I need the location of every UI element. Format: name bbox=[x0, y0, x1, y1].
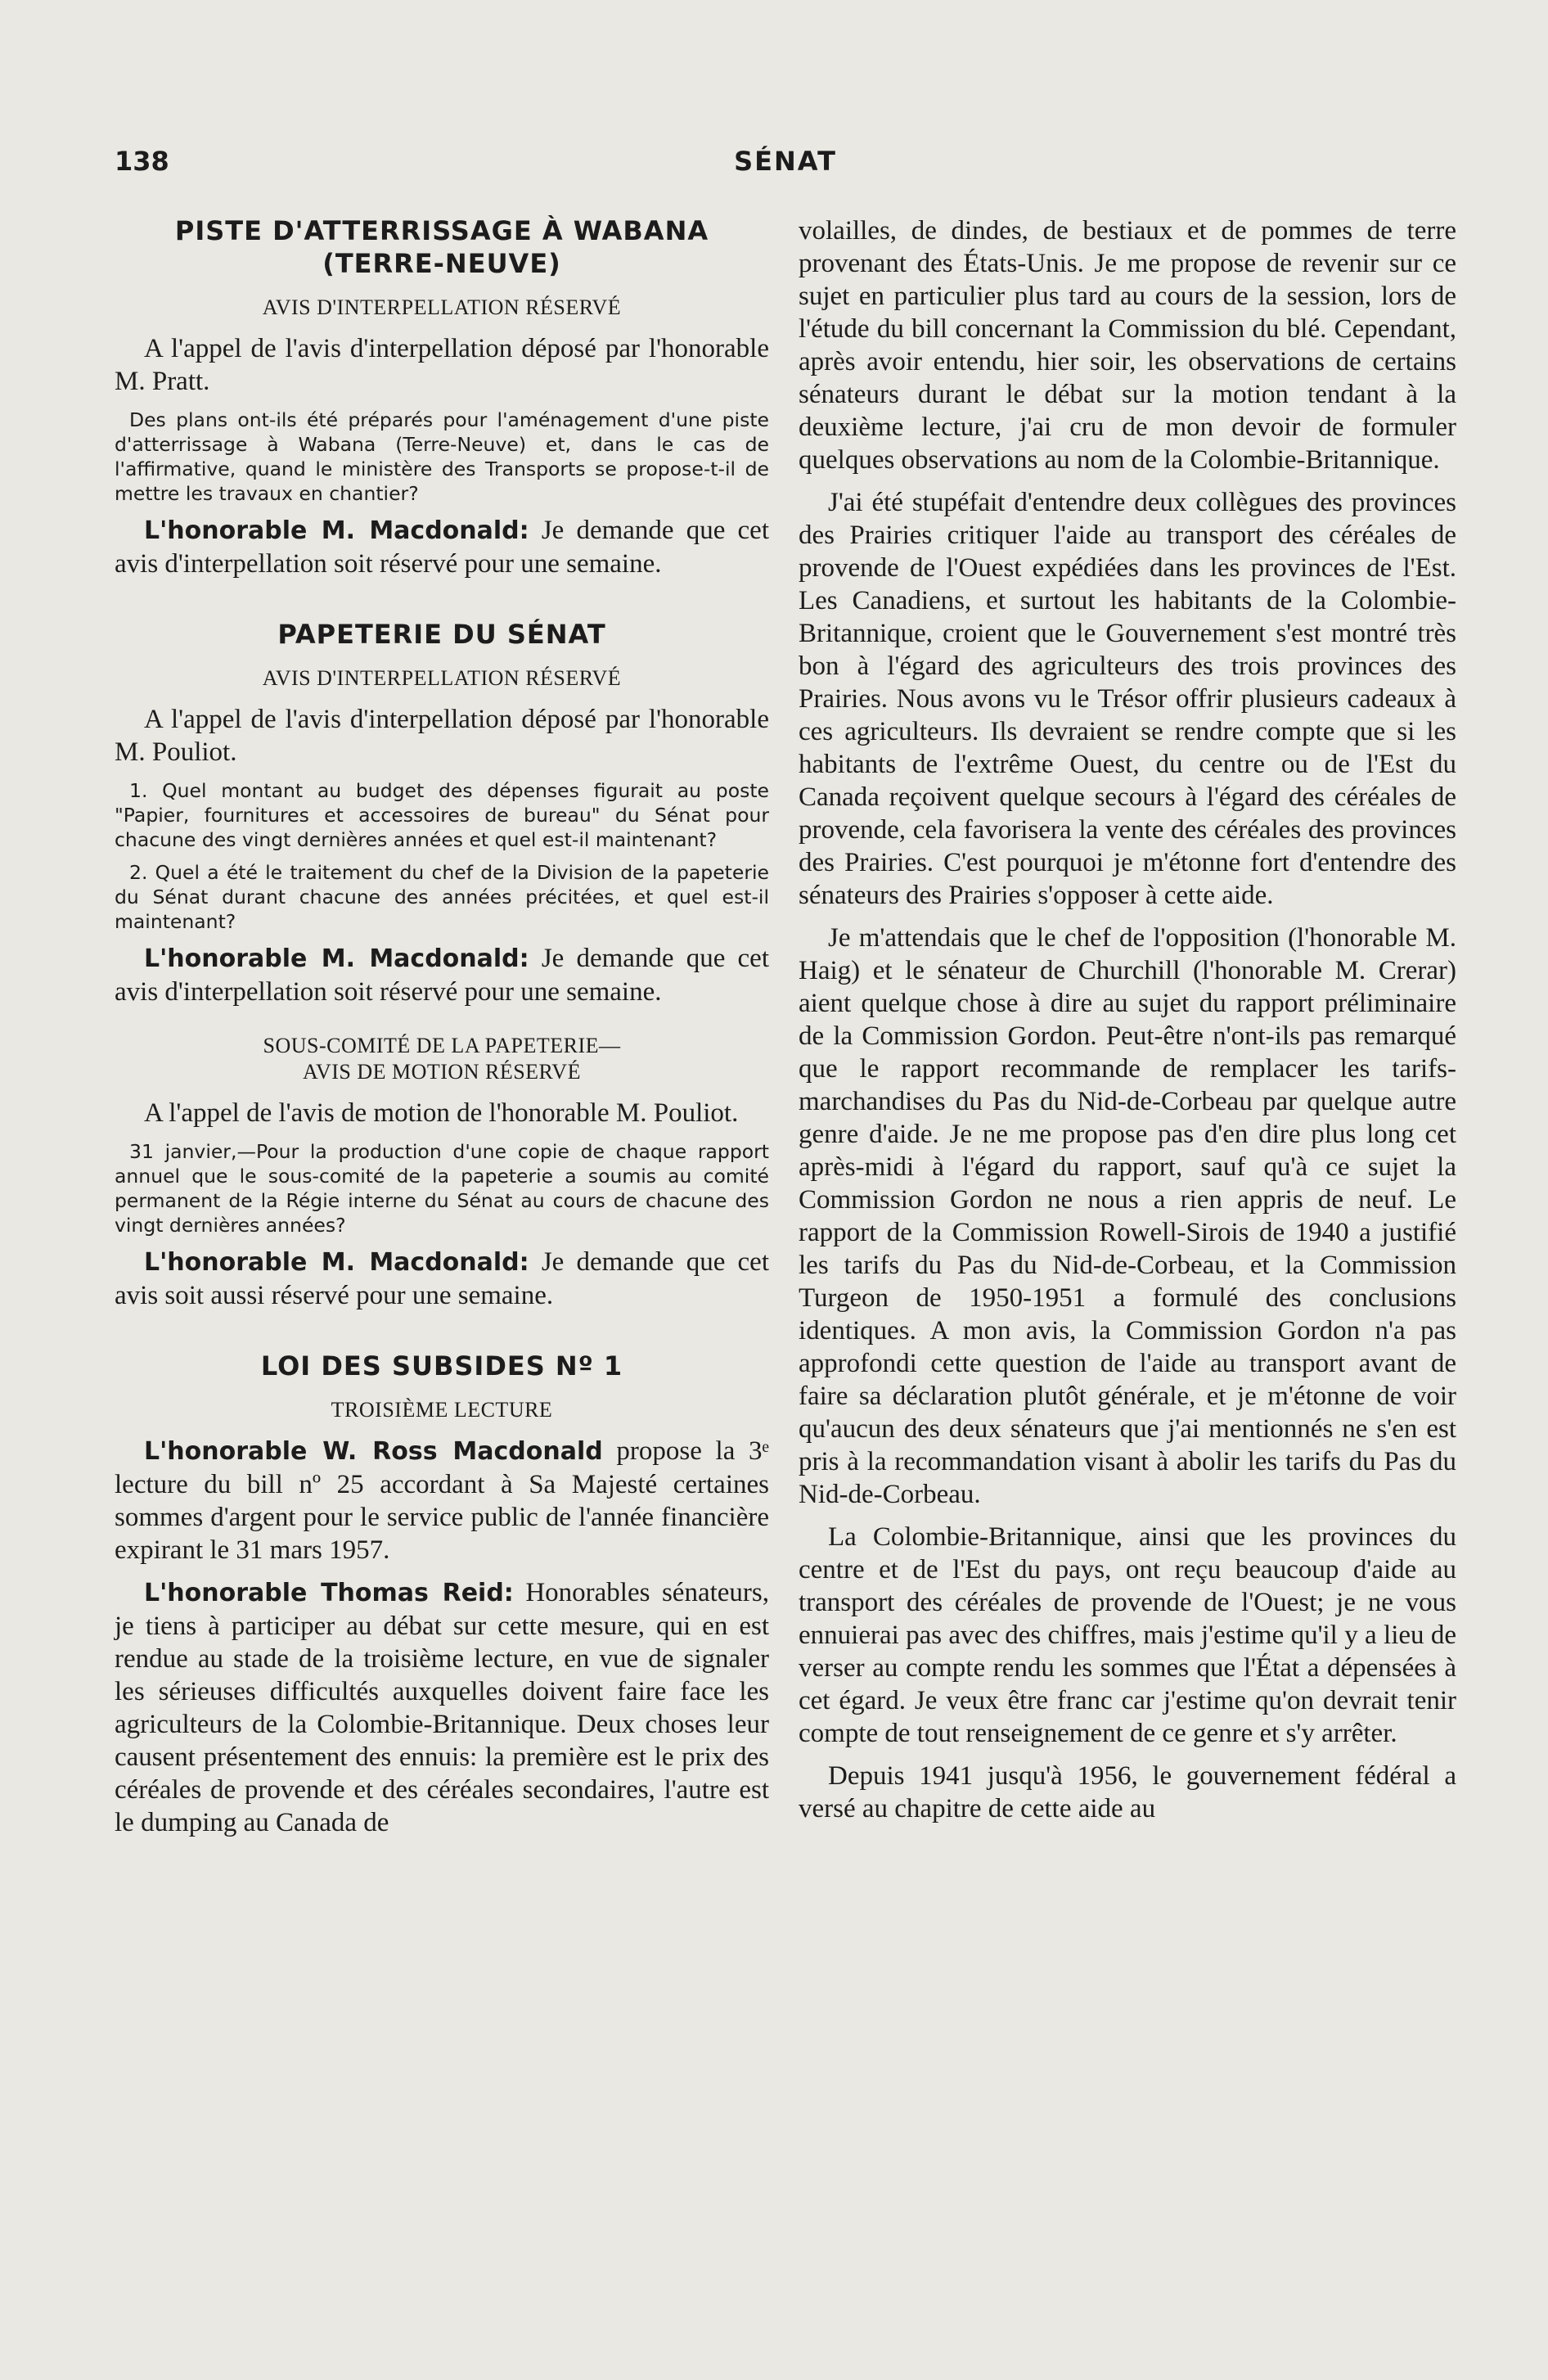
section-heading-papeterie: PAPETERIE DU SÉNAT bbox=[277, 619, 606, 650]
speech-text: Je demande que cet avis soit aussi réservé pour une semaine. bbox=[115, 1247, 769, 1310]
speaker-paragraph bbox=[115, 1246, 769, 1312]
paragraph: La Colombie-Britannique, ainsi que les provinces du centre et de l'Est du pays, ont reçu beaucoup d'aide au transport des céréales de provende de l'Ouest; je ne vous ennuierai pas avec des chiffres, mais j'estime qu'il y a lieu de verser au compte rendu les sommes que l'État a dépensées à cet égard. Je veux être franc car j'estime qu'on devrait tenir compte de tout renseignement de ce genre et s'y arrêter. bbox=[799, 1522, 1456, 1748]
paragraph: A l'appel de l'avis de motion de l'honorable M. Pouliot. bbox=[144, 1098, 739, 1128]
section-heading-subsides: LOI DES SUBSIDES Nº 1 bbox=[260, 1350, 623, 1382]
heading-line: (TERRE-NEUVE) bbox=[322, 248, 561, 279]
speaker-paragraph bbox=[115, 514, 769, 580]
right-column bbox=[799, 214, 1456, 1835]
subheading: AVIS D'INTERPELLATION RÉSERVÉ bbox=[262, 666, 622, 690]
left-column bbox=[115, 214, 769, 1849]
page-number: 138 bbox=[115, 146, 169, 177]
speech-text: propose la 3ᵉ lecture du bill nº 25 accordant à Sa Majesté certaines sommes d'argent pour le service public de l'année financière expirant le 31 mars 1957. bbox=[115, 1436, 769, 1565]
speaker-name: L'honorable M. Macdonald: bbox=[144, 1248, 529, 1277]
speaker-paragraph bbox=[115, 1435, 769, 1566]
paragraph: J'ai été stupéfait d'entendre deux collègues des provinces des Prairies critiquer l'aide au transport des céréales de provende de l'Ouest expédiées dans les provinces de l'Est. Les Canadiens, et surtout les habitants de la Colombie-Britannique, croient que le Gouvernement s'est montré très bon à l'égard des agriculteurs des trois provinces des Prairies. Nous avons vu le Trésor offrir plusieurs cadeaux à ces agriculteurs. Ils devraient se rendre compte que si les habitants de l'extrême Ouest, du centre ou de l'Est du Canada reçoivent quelque secours à l'égard des céréales de provende, cela favorisera la vente des céréales des provinces des Prairies. C'est pourquoi je m'étonne fort d'entendre des sénateurs des Prairies s'opposer à cette aide. bbox=[799, 488, 1456, 910]
speaker-name: L'honorable Thomas Reid: bbox=[144, 1579, 514, 1607]
speech-text: Honorables sénateurs, je tiens à participer au débat sur cette mesure, qui en est rendue au stade de la troisième lecture, en vue de signaler les sérieuses difficultés auxquelles doivent faire face les agriculteurs de la Colombie-Britannique. Deux choses leur causent présentement des ennuis: la première est le prix des céréales de provende et des céréales secondaires, l'autre est le dumping au Canada de bbox=[115, 1578, 769, 1837]
speech-text: Je demande que cet avis d'interpellation soit réservé pour une semaine. bbox=[115, 944, 769, 1007]
paragraph: Je m'attendais que le chef de l'opposition (l'honorable M. Haig) et le sénateur de Churchill (l'honorable M. Crerar) aient quelque chose à dire au sujet du rapport préliminaire de la Commission Gordon. Peut-être n'ont-ils pas remarqué que le rapport recommande de remplacer les tarifs-marchandises du Pas du Nid-de-Corbeau par quelque autre genre d'aide. Je ne me propose pas d'en dire plus long cet après-midi à l'égard du rapport, sauf qu'à ce sujet la Commission Gordon ne nous a rien appris de neuf. Le rapport de la Commission Rowell-Sirois de 1940 a justifié les tarifs du Pas du Nid-de-Corbeau, et la Commission Turgeon de 1950-1951 a formulé des conclusions identiques. A mon avis, la Commission Gordon n'a pas approfondi cette question de l'aide au transport avant de faire sa déclaration plutôt générale, et je m'étonne de voir qu'aucun des deux sénateurs que j'ai mentionnés ne s'en est pris à la recommandation visant à abolir les tarifs du Pas du Nid-de-Corbeau. bbox=[799, 923, 1456, 1509]
speech-text: Je demande que cet avis d'interpellation soit réservé pour une semaine. bbox=[115, 516, 769, 579]
page-header bbox=[115, 146, 1456, 192]
subheading: TROISIÈME LECTURE bbox=[331, 1398, 553, 1422]
question-text: 2. Quel a été le traitement du chef de la Division de la papeterie du Sénat durant chacune des années précitées, et quel est-il maintenant? bbox=[115, 861, 769, 933]
question-text: 1. Quel montant au budget des dépenses figurait au poste "Papier, fournitures et accessoires de bureau" du Sénat pour chacune des vingt dernières années et quel est-il maintenant? bbox=[115, 779, 769, 851]
speaker-name: L'honorable M. Macdonald: bbox=[144, 516, 529, 545]
paragraph: volailles, de dindes, de bestiaux et de pommes de terre provenant des États-Unis. Je me propose de revenir sur ce sujet en particulier plus tard au cours de la session, lors de l'étude du bill concernant la Commission du blé. Cependant, après avoir entendu, hier soir, les observations de certains sénateurs durant le débat sur la motion tendant à la deuxième lecture, j'ai cru de mon devoir de formuler quelques observations au nom de la Colombie-Britannique. bbox=[799, 216, 1456, 475]
question-text: Des plans ont-ils été préparés pour l'aménagement d'une piste d'atterrissage à Wabana (Terre-Neuve) et, dans le cas de l'affirmative, quand le ministère des Transports se propose-t-il de mettre les travaux en chantier? bbox=[115, 408, 769, 505]
section-heading-wabana bbox=[115, 214, 769, 280]
subheading-line: AVIS DE MOTION RÉSERVÉ bbox=[303, 1060, 581, 1084]
paragraph: A l'appel de l'avis d'interpellation déposé par l'honorable M. Pratt. bbox=[115, 334, 769, 396]
speaker-name: L'honorable W. Ross Macdonald bbox=[144, 1437, 603, 1466]
motion-text: 31 janvier,—Pour la production d'une copie de chaque rapport annuel que le sous-comité de la papeterie a soumis au comité permanent de la Régie interne du Sénat au cours de chacune des vingt dernières années? bbox=[115, 1140, 769, 1237]
subheading: AVIS D'INTERPELLATION RÉSERVÉ bbox=[262, 295, 622, 319]
speaker-paragraph bbox=[115, 1576, 769, 1839]
speaker-name: L'honorable M. Macdonald: bbox=[144, 944, 529, 973]
paragraph: Depuis 1941 jusqu'à 1956, le gouvernement fédéral a versé au chapitre de cette aide au bbox=[799, 1761, 1456, 1823]
speaker-paragraph bbox=[115, 942, 769, 1008]
subheading-line: SOUS-COMITÉ DE LA PAPETERIE— bbox=[263, 1034, 621, 1057]
page-title: SÉNAT bbox=[734, 146, 837, 177]
subheading-sous-comite bbox=[115, 1033, 769, 1085]
heading-line: PISTE D'ATTERRISSAGE À WABANA bbox=[174, 215, 709, 246]
paragraph: A l'appel de l'avis d'interpellation déposé par l'honorable M. Pouliot. bbox=[115, 705, 769, 767]
